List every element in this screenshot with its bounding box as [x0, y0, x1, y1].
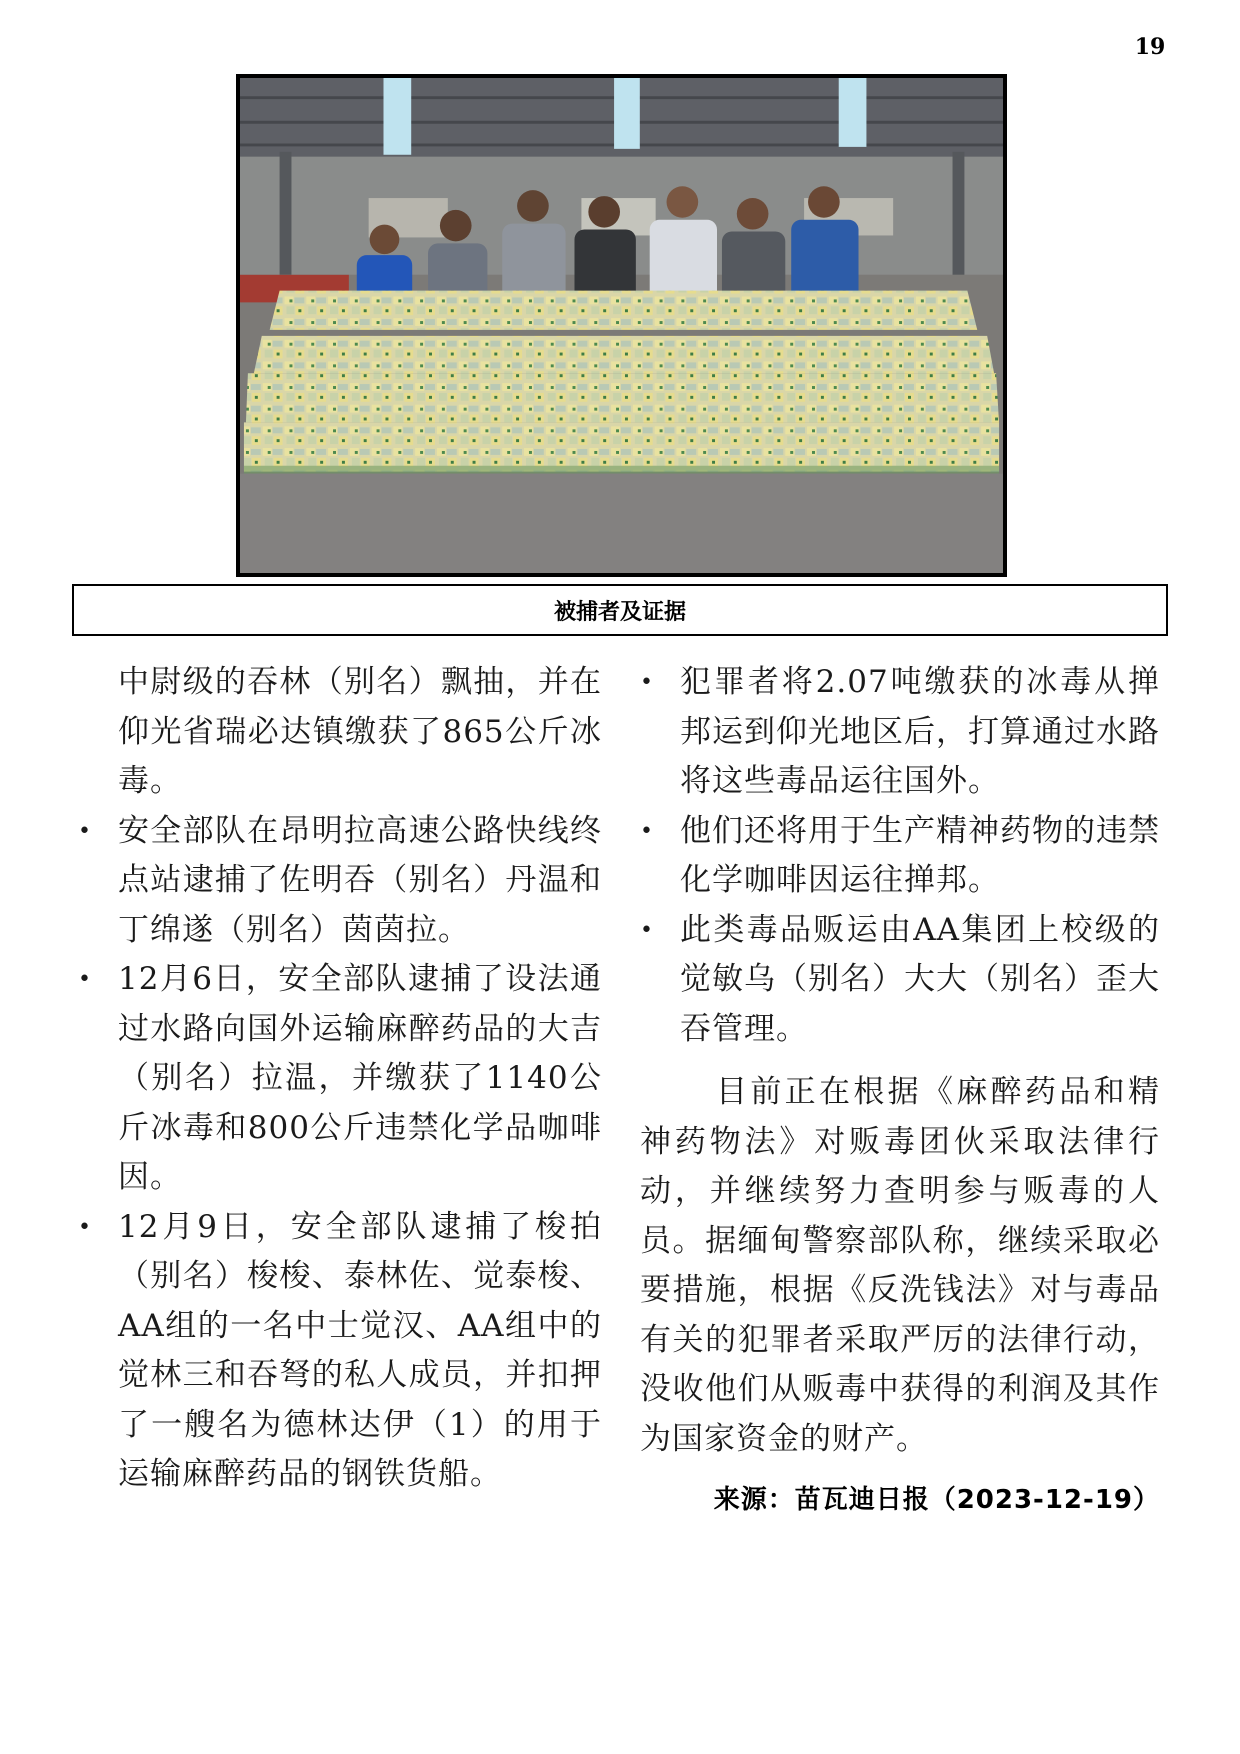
left-column — [78, 658, 602, 1500]
source-citation: 来源：苗瓦迪日报（2023-12-19） — [713, 1485, 1160, 1515]
arrested-suspects-photo — [236, 74, 1007, 577]
bullet-icon: • — [640, 670, 654, 695]
bullet-icon: • — [78, 818, 92, 844]
right-bullet-list — [640, 658, 1160, 1054]
right-column — [640, 658, 1160, 1526]
continuation-paragraph: 中尉级的吞林（别名）飘抽，并在仰光省瑞必达镇缴获了865公斤冰毒。 — [118, 664, 602, 799]
photo-caption: 被捕者及证据 — [72, 584, 1168, 636]
list-item: • 犯罪者将2.07吨缴获的冰毒从掸邦运到仰光地区后，打算通过水路将这些毒品运往国外。 — [680, 658, 1160, 807]
page-number: 19 — [1134, 34, 1166, 60]
closing-paragraph: 目前正在根据《麻醉药品和精神药物法》对贩毒团伙采取法律行动，并继续努力查明参与贩毒的人员。据缅甸警察部队称，继续采取必要措施，根据《反洗钱法》对与毒品有关的犯罪者采取严厉的法律行动，没收他们从贩毒中获得的利润及其作为国家资金的财产。 — [640, 1074, 1160, 1457]
bullet-icon: • — [640, 917, 654, 943]
left-bullet-list — [78, 807, 602, 1500]
bullet-icon: • — [78, 967, 92, 992]
bullet-icon: • — [78, 1214, 92, 1240]
list-item: • 他们还将用于生产精神药物的违禁化学咖啡因运往掸邦。 — [680, 807, 1160, 906]
list-item: • 12月9日，安全部队逮捕了梭拍（别名）梭梭、泰林佐、觉泰梭、AA组的一名中士觉汉、AA组中的觉林三和吞弩的私人成员，并扣押了一艘名为德林达伊（1）的用于运输麻醉药品的钢铁货船。 — [118, 1203, 602, 1500]
list-item: • 12月6日，安全部队逮捕了设法通过水路向国外运输麻醉药品的大吉（别名）拉温，并缴获了1140公斤冰毒和800公斤违禁化学品咖啡因。 — [118, 955, 602, 1203]
list-item: • 安全部队在昂明拉高速公路快线终点站逮捕了佐明吞（别名）丹温和丁绵遂（别名）茵茵拉。 — [118, 807, 602, 956]
photo-illustration — [240, 78, 1003, 573]
seized-drug-packages — [244, 291, 999, 474]
list-item: • 此类毒品贩运由AA集团上校级的觉敏乌（别名）大大（别名）歪大吞管理。 — [680, 906, 1160, 1055]
bullet-icon: • — [640, 818, 654, 844]
